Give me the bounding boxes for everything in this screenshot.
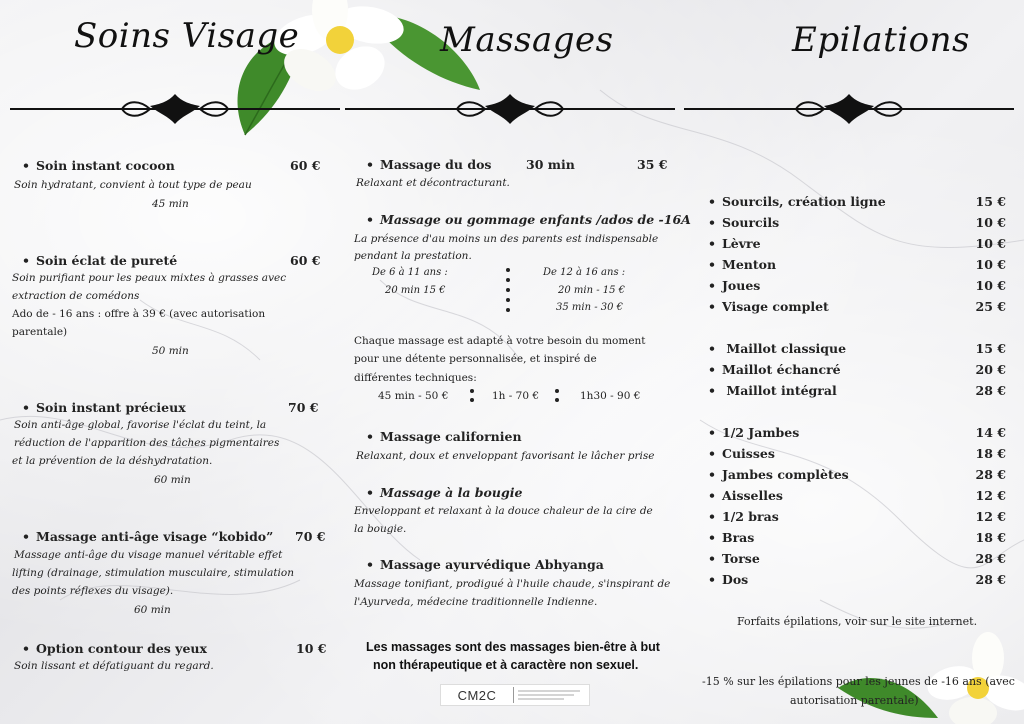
massage-item-californien: • Massage californien xyxy=(366,429,522,444)
massage-desc-enfants-2: pendant la prestation. xyxy=(354,250,472,262)
epilation-price: 28 € xyxy=(975,467,1006,482)
divider-ornament-visage xyxy=(10,92,340,126)
visage-item-purete: • Soin éclat de pureté xyxy=(22,253,178,268)
epilation-name: Jambes complètes xyxy=(722,467,849,482)
bullet: • xyxy=(708,341,716,356)
epilation-price: 12 € xyxy=(975,488,1006,503)
massage-age2-price1: 20 min - 15 € xyxy=(558,285,626,296)
bullet: • xyxy=(708,215,716,230)
visage-desc-kobido-3: des points réflexes du visage). xyxy=(12,585,174,597)
bullet: • xyxy=(708,383,716,398)
epilation-item xyxy=(708,299,829,314)
visage-duration-cocoon: 45 min xyxy=(152,198,189,210)
epilations-forfaits: Forfaits épilations, voir sur le site internet. xyxy=(737,615,978,628)
epilation-price: 10 € xyxy=(975,236,1006,251)
epilation-price: 10 € xyxy=(975,278,1006,293)
separator-dot xyxy=(506,308,510,312)
epilation-price: 12 € xyxy=(975,509,1006,524)
visage-item-precieux: • Soin instant précieux xyxy=(22,400,186,415)
visage-desc-kobido-1: Massage anti-âge du visage manuel véritable effet xyxy=(14,549,283,561)
title-epilations: Epilations xyxy=(792,20,970,60)
massage-age2-label: De 12 à 16 ans : xyxy=(543,267,626,278)
epilation-item xyxy=(708,236,761,251)
epilation-item xyxy=(708,467,849,482)
separator-dot xyxy=(555,398,559,402)
epilation-item xyxy=(708,383,837,398)
epilation-item xyxy=(708,341,846,356)
visage-price-cocoon: 60 € xyxy=(290,158,321,173)
bullet: • xyxy=(708,572,716,587)
epilation-item xyxy=(708,215,779,230)
epilation-item xyxy=(708,509,779,524)
bullet: • xyxy=(708,488,716,503)
divider-ornament-massages xyxy=(345,92,675,126)
massage-desc-abhyanga-2: l'Ayurveda, médecine traditionnelle Indienne. xyxy=(354,596,598,608)
epilation-item xyxy=(708,530,754,545)
logo-fine-print xyxy=(514,687,584,703)
massage-item-dos: • Massage du dos xyxy=(366,157,492,172)
epilation-name: 1/2 Jambes xyxy=(722,425,800,440)
epilation-name: Maillot intégral xyxy=(722,383,837,398)
separator-dot xyxy=(506,268,510,272)
epilation-item xyxy=(708,551,760,566)
epilation-price: 20 € xyxy=(975,362,1006,377)
massage-desc-dos: Relaxant et décontracturant. xyxy=(356,177,510,189)
epilation-name: Aisselles xyxy=(722,488,783,503)
visage-item-kobido: • Massage anti-âge visage “kobido” xyxy=(22,529,274,544)
epilation-name: Menton xyxy=(722,257,777,272)
massage-tarif-1: 45 min - 50 € xyxy=(378,390,449,402)
separator-dot xyxy=(506,288,510,292)
massage-duration-dos: 30 min xyxy=(526,157,575,172)
massage-desc-bougie-2: la bougie. xyxy=(354,523,407,535)
massage-desc-enfants-1: La présence d'au moins un des parents est indispensable xyxy=(354,233,659,245)
massage-age1-price: 20 min 15 € xyxy=(385,285,446,296)
massage-adapt-3: différentes techniques: xyxy=(354,372,477,384)
visage-price-precieux: 70 € xyxy=(288,400,319,415)
visage-duration-kobido: 60 min xyxy=(134,604,171,616)
bullet: • xyxy=(708,467,716,482)
epilation-item xyxy=(708,446,775,461)
epilation-item xyxy=(708,278,760,293)
epilation-price: 28 € xyxy=(975,551,1006,566)
bullet: • xyxy=(708,257,716,272)
massage-item-bougie: • Massage à la bougie xyxy=(366,485,523,500)
epilation-price: 25 € xyxy=(975,299,1006,314)
visage-desc-precieux-2: réduction de l'apparition des tâches pigmentaires xyxy=(14,437,280,449)
visage-desc-cocoon: Soin hydratant, convient à tout type de peau xyxy=(14,179,252,191)
separator-dot xyxy=(470,398,474,402)
epilation-name: Joues xyxy=(722,278,761,293)
epilation-price: 15 € xyxy=(975,194,1006,209)
epilation-name: Lèvre xyxy=(722,236,761,251)
epilation-item xyxy=(708,194,886,209)
epilation-price: 14 € xyxy=(975,425,1006,440)
epilation-price: 28 € xyxy=(975,572,1006,587)
visage-price-kobido: 70 € xyxy=(295,529,326,544)
visage-price-purete: 60 € xyxy=(290,253,321,268)
visage-desc-precieux-1: Soin anti-âge global, favorise l'éclat du teint, la xyxy=(14,419,267,431)
massage-desc-bougie-1: Enveloppant et relaxant à la douce chaleur de la cire de xyxy=(354,505,653,517)
bullet: • xyxy=(708,278,716,293)
divider-ornament-epilations xyxy=(684,92,1014,126)
epilation-item xyxy=(708,425,799,440)
epilations-jeunes-1: -15 % sur les épilations pour les jeunes de -16 ans (avec xyxy=(702,675,1015,688)
massage-desc-abhyanga-1: Massage tonifiant, prodigué à l'huile chaude, s'inspirant de xyxy=(354,578,671,590)
epilation-name: Torse xyxy=(722,551,760,566)
separator-dot xyxy=(470,389,474,393)
massage-item-abhyanga: • Massage ayurvédique Abhyanga xyxy=(366,557,604,572)
bullet: • xyxy=(708,530,716,545)
massage-item-enfants: • Massage ou gommage enfants /ados de -16A xyxy=(366,212,691,227)
visage-duration-precieux: 60 min xyxy=(154,474,191,486)
epilation-price: 18 € xyxy=(975,530,1006,545)
bullet: • xyxy=(708,362,716,377)
visage-desc-kobido-2: lifting (drainage, stimulation musculaire, stimulation xyxy=(12,567,294,579)
visage-price-yeux: 10 € xyxy=(296,641,327,656)
visage-desc-precieux-3: et la prévention de la déshydratation. xyxy=(12,455,213,467)
bullet: • xyxy=(708,425,716,440)
epilation-price: 15 € xyxy=(975,341,1006,356)
massage-age2-price2: 35 min - 30 € xyxy=(556,302,624,313)
epilation-name: 1/2 bras xyxy=(722,509,779,524)
massage-price-dos: 35 € xyxy=(637,157,668,172)
epilation-name: Dos xyxy=(722,572,749,587)
massage-adapt-2: pour une détente personnalisée, et inspiré de xyxy=(354,353,597,365)
massage-tarif-3: 1h30 - 90 € xyxy=(580,390,641,402)
bullet: • xyxy=(708,446,716,461)
separator-dot xyxy=(506,298,510,302)
epilation-item xyxy=(708,572,748,587)
epilation-name: Visage complet xyxy=(722,299,829,314)
massage-age1-label: De 6 à 11 ans : xyxy=(372,267,448,278)
separator-dot xyxy=(506,278,510,282)
bullet: • xyxy=(708,509,716,524)
bullet: • xyxy=(708,299,716,314)
separator-dot xyxy=(555,389,559,393)
epilation-price: 10 € xyxy=(975,215,1006,230)
epilation-name: Bras xyxy=(722,530,755,545)
visage-desc-purete-2: extraction de comédons xyxy=(12,290,140,302)
visage-desc-purete-1: Soin purifiant pour les peaux mixtes à grasses avec xyxy=(12,272,287,284)
massage-desc-californien: Relaxant, doux et enveloppant favorisant le lâcher prise xyxy=(356,450,655,462)
massage-footer-1: Les massages sont des massages bien-être à but xyxy=(366,640,660,654)
title-massages: Massages xyxy=(440,20,614,60)
epilation-name: Sourcils, création ligne xyxy=(722,194,886,209)
epilation-price: 18 € xyxy=(975,446,1006,461)
cm2c-logo xyxy=(440,684,590,706)
visage-note-purete-2: parentale) xyxy=(12,326,68,338)
visage-item-yeux: • Option contour des yeux xyxy=(22,641,207,656)
epilation-name: Maillot échancré xyxy=(722,362,841,377)
epilation-item xyxy=(708,362,841,377)
epilation-name: Maillot classique xyxy=(722,341,847,356)
epilation-item xyxy=(708,257,776,272)
epilation-price: 28 € xyxy=(975,383,1006,398)
title-soins-visage: Soins Visage xyxy=(74,16,300,56)
massage-adapt-1: Chaque massage est adapté à votre besoin du moment xyxy=(354,335,646,347)
epilation-price: 10 € xyxy=(975,257,1006,272)
bullet: • xyxy=(708,551,716,566)
visage-note-purete-1: Ado de - 16 ans : offre à 39 € (avec autorisation xyxy=(12,308,266,320)
visage-desc-yeux: Soin lissant et défatiguant du regard. xyxy=(14,660,214,672)
visage-duration-purete: 50 min xyxy=(152,345,189,357)
epilation-name: Sourcils xyxy=(722,215,780,230)
massage-tarif-2: 1h - 70 € xyxy=(492,390,540,402)
cm2c-logo-text: CM2C xyxy=(457,687,497,703)
bullet: • xyxy=(708,236,716,251)
epilations-jeunes-2: autorisation parentale) xyxy=(790,694,919,707)
massage-footer-2: non thérapeutique et à caractère non sexuel. xyxy=(373,658,639,672)
visage-item-cocoon: • Soin instant cocoon xyxy=(22,158,175,173)
epilation-name: Cuisses xyxy=(722,446,775,461)
bullet: • xyxy=(708,194,716,209)
epilation-item xyxy=(708,488,783,503)
